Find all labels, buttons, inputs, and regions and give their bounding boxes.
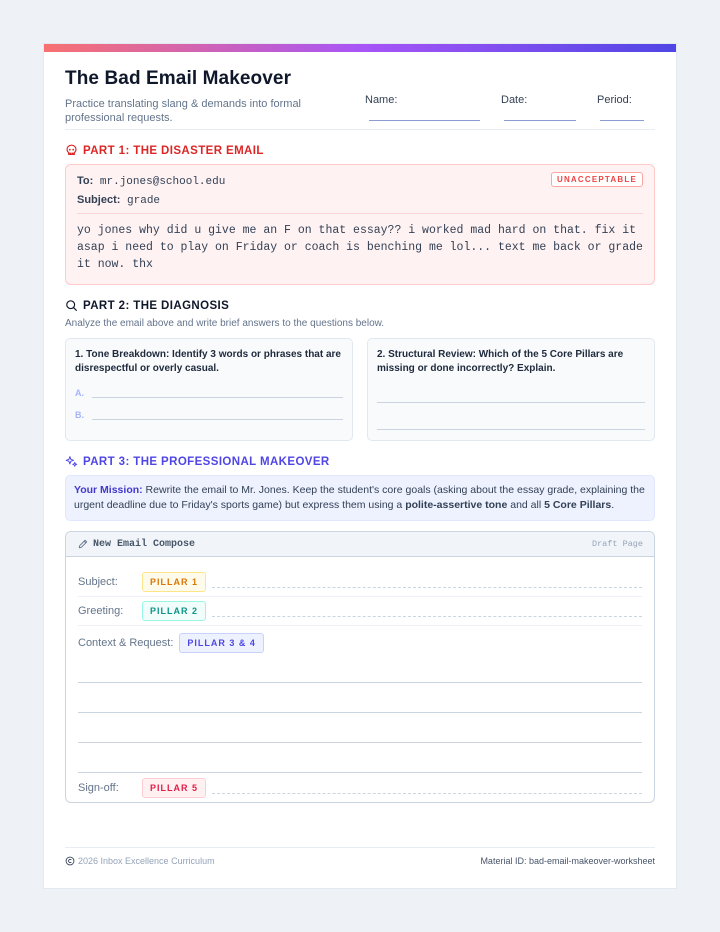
structural-question: 2. Structural Review: Which of the 5 Core Pillars are missing or done incorrectly? Explain. — [377, 349, 624, 374]
name-line[interactable] — [369, 120, 480, 121]
mission-pillars: 5 Core Pillars — [544, 499, 612, 511]
period-line[interactable] — [600, 120, 644, 121]
writing-line[interactable] — [78, 683, 642, 713]
answer-line-b[interactable] — [75, 410, 343, 420]
skull-icon — [65, 144, 78, 157]
diagnosis-cards — [65, 338, 655, 441]
unacceptable-badge: UNACCEPTABLE — [551, 172, 643, 187]
name-label: Name: — [365, 94, 398, 106]
period-field[interactable] — [597, 94, 644, 129]
tone-breakdown-card — [65, 338, 353, 441]
subject-value: grade — [127, 195, 161, 207]
part3-heading — [65, 455, 655, 468]
worksheet-header — [65, 52, 655, 130]
copyright-text: 2026 Inbox Excellence Curriculum — [78, 856, 215, 866]
subject-label: Subject: — [77, 194, 121, 206]
answer-underline[interactable] — [92, 419, 343, 420]
part2-heading — [65, 299, 655, 312]
name-field[interactable] — [365, 94, 480, 129]
compose-header — [66, 532, 654, 557]
structural-review-card — [367, 338, 655, 441]
answer-label-a: A. — [75, 388, 84, 398]
mission-text: . — [611, 499, 615, 511]
greeting-input-line[interactable] — [212, 616, 642, 617]
part2-heading-text: PART 2: THE DIAGNOSIS — [83, 299, 230, 312]
date-field[interactable] — [501, 94, 576, 129]
student-info-fields — [365, 94, 644, 129]
compose-title — [77, 538, 195, 550]
email-divider — [77, 213, 643, 214]
context-row — [78, 626, 642, 653]
answer-line[interactable] — [377, 402, 645, 403]
compose-title-text: New Email Compose — [93, 538, 196, 550]
part3-heading-text: PART 3: THE PROFESSIONAL MAKEOVER — [83, 455, 330, 468]
answer-underline[interactable] — [92, 397, 343, 398]
pencil-icon — [77, 538, 89, 550]
email-compose-box — [65, 531, 655, 803]
signoff-input-line[interactable] — [212, 793, 642, 794]
mission-text: Rewrite the email to Mr. Jones. Keep the student's core goals (asking about the essay grade, explaining the urgent deadline due to Friday's sports game) but express them using a — [74, 484, 645, 511]
answer-line[interactable] — [377, 429, 645, 430]
copyright — [65, 856, 215, 866]
gradient-top-bar — [44, 44, 676, 52]
date-line[interactable] — [504, 120, 576, 121]
email-subject-row — [77, 194, 643, 207]
mission-box — [65, 475, 655, 521]
pillar-3-4-badge: PILLAR 3 & 4 — [179, 633, 264, 653]
disaster-email-box — [65, 164, 655, 285]
search-icon — [65, 299, 78, 312]
signoff-row[interactable] — [78, 774, 642, 802]
subject-input-line[interactable] — [212, 587, 642, 588]
signoff-row-label: Sign-off: — [78, 782, 119, 794]
compose-body — [66, 557, 654, 802]
part1-heading-text: PART 1: THE DISASTER EMAIL — [83, 144, 264, 157]
period-label: Period: — [597, 94, 632, 106]
mission-lead: Your Mission: — [74, 484, 143, 496]
to-label: To: — [77, 175, 94, 187]
part1-heading — [65, 144, 655, 157]
to-value: mr.jones@school.edu — [99, 176, 226, 188]
date-label: Date: — [501, 94, 528, 106]
pillar-1-badge: PILLAR 1 — [142, 572, 206, 592]
greeting-row[interactable] — [78, 597, 642, 626]
page-subtitle: Practice translating slang & demands into formal professional requests. — [65, 98, 302, 124]
greeting-row-label: Greeting: — [78, 605, 124, 617]
draft-page-label: Draft Page — [591, 539, 643, 549]
worksheet-page — [43, 43, 677, 889]
material-id: Material ID: bad-email-makeover-worksheet — [480, 856, 655, 866]
mission-text: and all — [507, 499, 545, 511]
sparkles-icon — [65, 455, 78, 468]
page-title: The Bad Email Makeover — [65, 68, 292, 89]
answer-label-b: B. — [75, 410, 84, 420]
writing-line[interactable] — [78, 653, 642, 683]
writing-line[interactable] — [78, 713, 642, 743]
tone-question: 1. Tone Breakdown: Identify 3 words or phrases that are disrespectful or overly casual. — [75, 349, 341, 374]
mission-tone: polite-assertive tone — [405, 499, 508, 511]
pillar-2-badge: PILLAR 2 — [142, 601, 206, 621]
answer-line-a[interactable] — [75, 388, 343, 398]
context-row-label: Context & Request: — [78, 636, 174, 649]
subject-row[interactable] — [78, 557, 642, 597]
writing-line[interactable] — [78, 743, 642, 773]
pillar-5-badge: PILLAR 5 — [142, 778, 206, 798]
page-footer — [65, 847, 655, 866]
subject-row-label: Subject: — [78, 575, 118, 588]
email-body: yo jones why did u give me an F on that essay?? i worked mad hard on that. fix it asap i need to play on Friday or coach is benching me lol... text me back or grade it now. thx — [77, 224, 643, 271]
diagnosis-instructions: Analyze the email above and write brief answers to the questions below. — [65, 318, 385, 329]
copyright-icon — [65, 856, 75, 866]
